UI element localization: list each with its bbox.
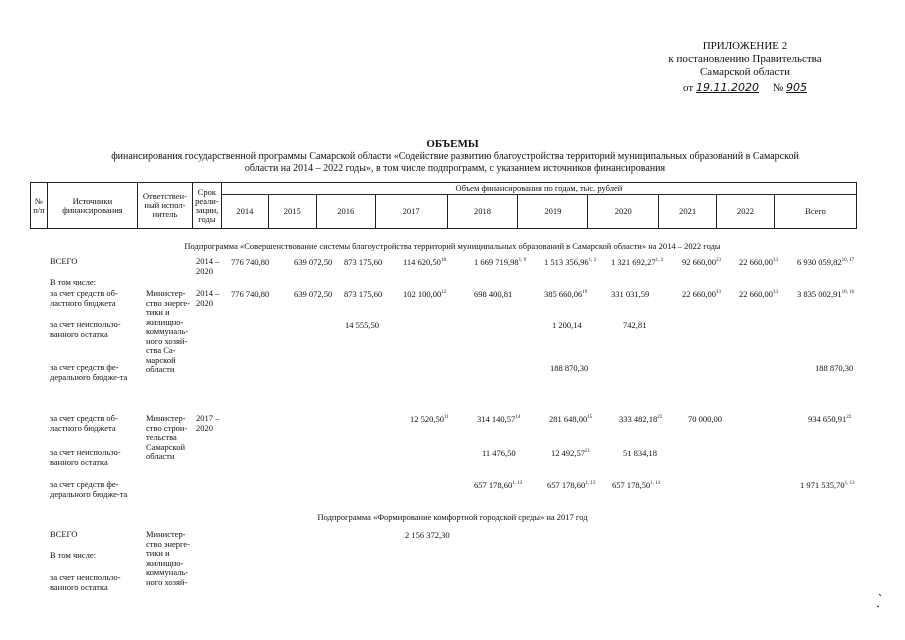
header-resp: Ответствен-ный испол-нитель — [137, 183, 192, 229]
cell-value: 385 660,06$^{19}$ — [544, 289, 588, 299]
header-volume: Объем финансирования по годам, тыс. рублей — [221, 183, 856, 195]
row-regional-1-term: 2014 – 2020 — [196, 288, 220, 308]
from-label: от — [683, 82, 694, 94]
appendix-block — [640, 40, 850, 95]
scan-mark-icon — [875, 592, 887, 612]
cell-value: 12 520,50$^{11}$ — [410, 414, 449, 424]
header-year: 2014 — [221, 195, 268, 229]
header-year: 2019 — [518, 195, 588, 229]
cell-value: 1 200,14 — [552, 320, 582, 330]
header-year: 2020 — [588, 195, 659, 229]
cell-value: 776 740,80 — [231, 257, 270, 267]
subprogram-1-title: Подпрограмма «Совершенствование системы благоустройства территорий муниципальных образований в Самарской области» на 2014 – 2022 годы — [184, 241, 721, 251]
row-regional-2-label: за счет средств об-ластного бюджета — [50, 413, 118, 433]
header-year: 2016 — [316, 195, 375, 229]
row-total-label: ВСЕГО — [50, 256, 78, 266]
cell-value: 12 492,57$^{21}$ — [551, 448, 590, 458]
including-label: В том числе: — [50, 277, 96, 287]
cell-value: 657 178,50$^{1, 13}$ — [612, 480, 661, 490]
header-year: 2015 — [268, 195, 316, 229]
decree-number: 905 — [785, 81, 807, 94]
cell-value: 657 178,60$^{1, 13}$ — [474, 480, 523, 490]
cell-value: 698 400,81 — [474, 289, 513, 299]
cell-value: 934 650,91$^{22}$ — [808, 414, 852, 424]
header-year: 2021 — [659, 195, 717, 229]
cell-value: 639 072,50 — [294, 289, 333, 299]
cell-value: 114 620,50$^{18}$ — [403, 257, 446, 267]
header-source: Источники финансирования — [47, 183, 137, 229]
cell-value: 331 031,59 — [611, 289, 650, 299]
cell-value: 3 835 002,91$^{10, 16}$ — [797, 289, 855, 299]
row-unused-3-label: за счет неиспользо-ванного остатка — [50, 572, 121, 592]
cell-value: 314 140,57$^{14}$ — [477, 414, 521, 424]
cell-value: 1 971 535,70$^{1, 13}$ — [800, 480, 855, 490]
header-year: 2017 — [375, 195, 447, 229]
including-2-label: В том числе: — [50, 550, 96, 560]
cell-value: 188 870,30 — [550, 363, 589, 373]
cell-value: 70 000,00 — [688, 414, 722, 424]
cell-value: 1 513 356,96$^{1, 2}$ — [544, 257, 597, 267]
header-year: 2022 — [717, 195, 775, 229]
cell-value: 873 175,60 — [344, 289, 383, 299]
cell-value: 11 476,50 — [482, 448, 516, 458]
cell-value: 6 930 059,82$^{10, 17}$ — [797, 257, 855, 267]
header-year: Всего — [775, 195, 857, 229]
cell-value: 22 660,00$^{13}$ — [682, 289, 721, 299]
cell-value: 22 660,00$^{13}$ — [739, 257, 778, 267]
header-year: 2018 — [447, 195, 518, 229]
row-regional-2-term: 2017 – 2020 — [196, 413, 220, 433]
cell-value: 776 740,80 — [231, 289, 270, 299]
cell-value: 1 669 719,98$^{1, 9}$ — [474, 257, 527, 267]
appendix-line3: Самарской области — [699, 66, 791, 78]
row-total-2-resp: Министер-ство энерге-тики и жилищно-коммуналь-ного хозяй- — [146, 529, 191, 587]
cell-value: 92 660,00$^{23}$ — [682, 257, 721, 267]
row-unused-1-label: за счет неиспользо-ванного остатка — [50, 319, 121, 339]
cell-value: 657 178,60$^{1, 13}$ — [547, 480, 596, 490]
cell-value: 188 870,30 — [815, 363, 854, 373]
appendix-line2: к постановлению Правительства — [668, 53, 822, 65]
row-total-2-label: ВСЕГО — [50, 529, 78, 539]
cell-value: 873 175,60 — [344, 257, 383, 267]
cell-value: 2 156 372,30 — [405, 530, 450, 540]
cell-value: 281 648,00$^{15}$ — [549, 414, 593, 424]
cell-value: 333 482,18$^{22}$ — [619, 414, 663, 424]
cell-value: 1 321 692,27$^{1, 3}$ — [611, 257, 664, 267]
document-title: ОБЪЕМЫ — [426, 138, 479, 150]
header-term: Срок реали-зации, годы — [192, 183, 221, 229]
row-federal-2-label: за счет средств фе-дерального бюдже-та — [50, 479, 128, 499]
decree-date: 19.11.2020 — [695, 81, 759, 94]
header-num: № п/п — [31, 183, 48, 229]
cell-value: 22 660,00$^{13}$ — [739, 289, 778, 299]
subprogram-2-title: Подпрограмма «Формирование комфортной городской среды» на 2017 год — [317, 512, 588, 522]
document-subtitle: финансирования государственной программы Самарской области «Содействие развитию благоустройства территорий муниципальных образований в Самарской области на 2014 – 2022 годы», в том числе подпрограмм, с указанием источников финансирования — [111, 151, 799, 174]
row-regional-1-resp: Министер-ство энерге-тики и жилищно-коммуналь-ного хозяй-ства Са-марской области — [146, 288, 191, 374]
cell-value: 51 834,18 — [623, 448, 657, 458]
row-regional-1-label: за счет средств об-ластного бюджета — [50, 288, 118, 308]
cell-value: 102 100,00$^{12}$ — [403, 289, 447, 299]
number-sign: № — [772, 82, 784, 94]
row-regional-2-resp: Министер-ство строи-тельства Самарской области — [146, 413, 188, 461]
appendix-line1: ПРИЛОЖЕНИЕ 2 — [702, 40, 788, 52]
row-total-term: 2014 – 2020 — [196, 256, 220, 276]
cell-value: 14 555,50 — [345, 320, 379, 330]
row-federal-1-label: за счет средств фе-дерального бюдже-та — [50, 362, 128, 382]
header-table — [30, 182, 857, 229]
cell-value: 742,81 — [623, 320, 647, 330]
cell-value: 639 072,50 — [294, 257, 333, 267]
row-unused-2-label: за счет неиспользо-ванного остатка — [50, 447, 121, 467]
appendix-signature-line — [640, 81, 850, 95]
